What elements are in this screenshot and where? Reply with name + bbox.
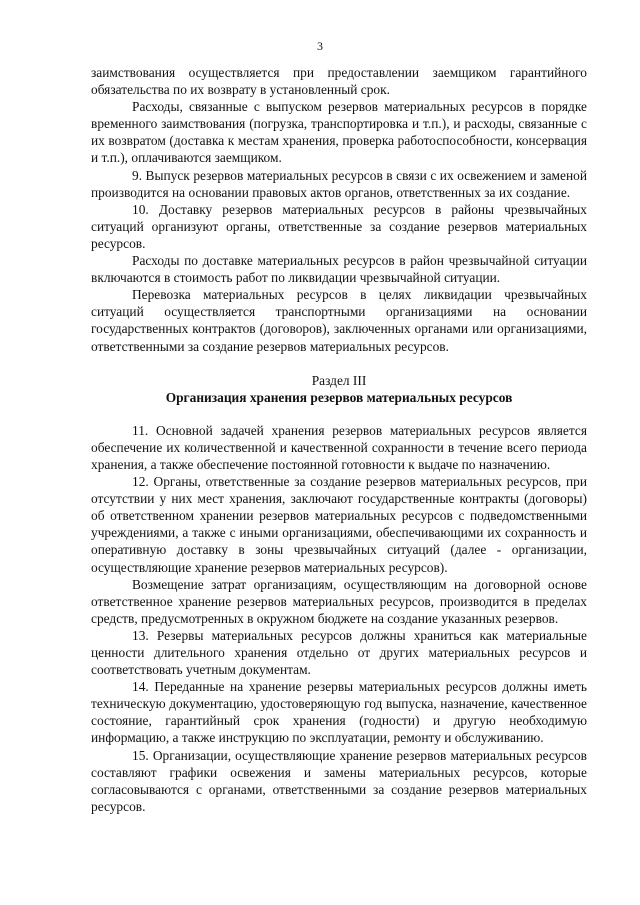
paragraph-item-13: 13. Резервы материальных ресурсов должны храниться как материальные ценности длительного хранения отдельно от других материальных ресурсов и соответствовать учетным документам. xyxy=(91,627,587,678)
paragraph-item-12: 12. Органы, ответственные за создание резервов материальных ресурсов, при отсутствии у них мест хранения, заключают государственные контракты (договоры) об ответственном хранении резервов материальных ресурсов с подведомственными учреждениями, а также с иными организациями, обеспечивающими их сохранность и оперативную доставку в зоны чрезвычайных ситуаций (далее - организации, осуществляющие хранение резервов материальных ресурсов). xyxy=(91,474,587,575)
paragraphs-before-section xyxy=(91,64,587,355)
page-number: 3 xyxy=(317,39,323,53)
paragraph-item-10: 10. Доставку резервов материальных ресурсов в районы чрезвычайных ситуаций организуют органы, ответственные за создание резервов материальных ресурсов. xyxy=(91,201,587,251)
paragraph-item-11: 11. Основной задачей хранения резервов материальных ресурсов является обеспечение их количественной и качественной сохранности в течение всего периода хранения, а также обеспечение постоянной готовности к выдаче по назначению. xyxy=(91,422,587,472)
paragraph-transportation: Перевозка материальных ресурсов в целях ликвидации чрезвычайных ситуаций осуществляется транспортными организациями на основании государственных контрактов (договоров), заключенных органами или организациями, ответственными за создание резервов материальных ресурсов. xyxy=(91,287,587,354)
paragraphs-after-section xyxy=(91,422,587,815)
section-heading xyxy=(91,372,587,406)
section-number: Раздел III xyxy=(311,372,367,388)
section-title: Организация хранения резервов материальных ресурсов xyxy=(165,389,513,405)
document-body xyxy=(91,64,587,815)
paragraph-continuation: заимствования осуществляется при предоставлении заемщиком гарантийного обязательства по их возврату в установленный срок. xyxy=(91,65,587,98)
paragraph-item-15: 15. Организации, осуществляющие хранение резервов материальных ресурсов составляют графики освежения и замены материальных ресурсов, которые согласовываются с органами, ответственными за создание резервов материальных ресурсов. xyxy=(91,747,587,814)
paragraph-item-9: 9. Выпуск резервов материальных ресурсов в связи с их освежением и заменой производится на основании правовых актов органов, ответственных за их создание. xyxy=(91,167,587,200)
paragraph-borrowing-expenses: Расходы, связанные с выпуском резервов материальных ресурсов в порядке временного заимствования (погрузка, транспортировка и т.п.), и расходы, связанные с их возвратом (доставка к местам хранения, проверка работоспособности, консервация и т.п.), оплачиваются заемщиком. xyxy=(91,99,587,166)
paragraph-cost-reimbursement: Возмещение затрат организациям, осуществляющим на договорной основе ответственное хранение резервов материальных ресурсов, производится в пределах средств, предусмотренных в окружном бюджете на создание указанных резервов. xyxy=(91,576,587,626)
paragraph-item-14: 14. Переданные на хранение резервы материальных ресурсов должны иметь техническую документацию, удостоверяющую год выпуска, назначение, качественное состояние, гарантийный срок хранения (годности) и другую необходимую информацию, а также инструкцию по эксплуатации, ремонту и обслуживанию. xyxy=(91,679,587,746)
paragraph-delivery-expenses: Расходы по доставке материальных ресурсов в район чрезвычайной ситуации включаются в стоимость работ по ликвидации чрезвычайной ситуации. xyxy=(91,253,587,286)
